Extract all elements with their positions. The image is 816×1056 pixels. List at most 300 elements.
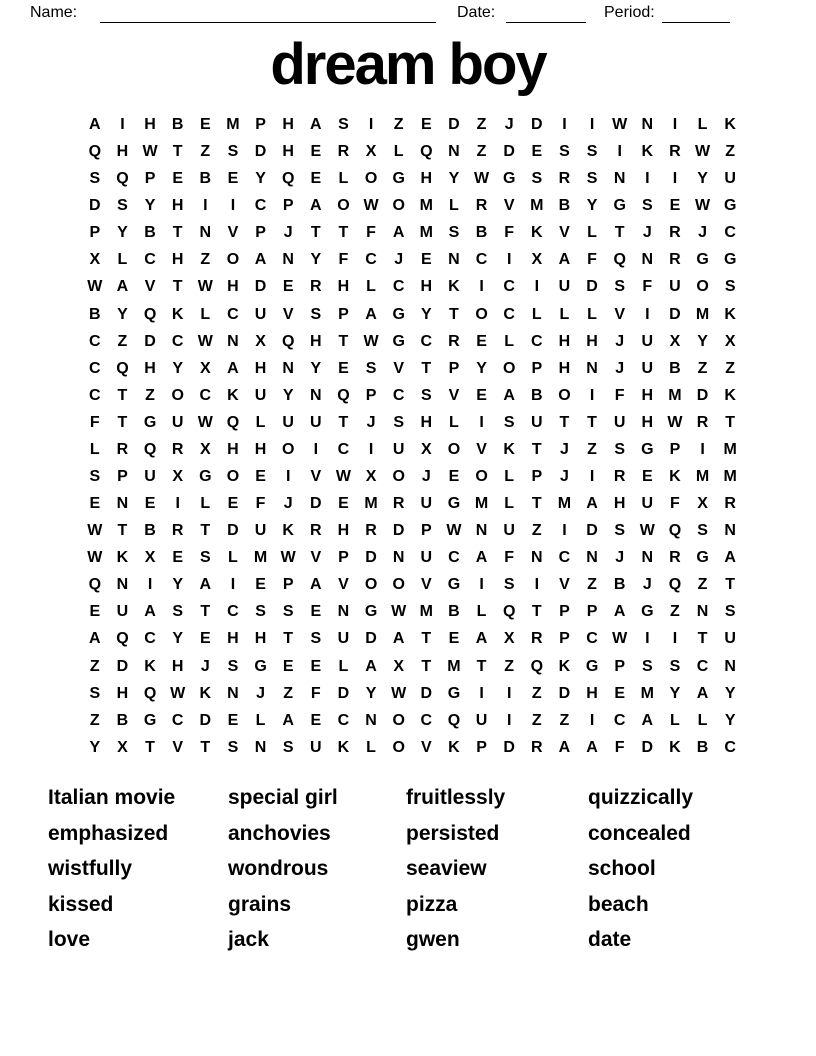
grid-letter: A <box>227 359 239 377</box>
grid-letter: S <box>724 603 736 621</box>
grid-letter: J <box>559 468 569 486</box>
grid-letter: L <box>200 305 211 323</box>
grid-letter: G <box>723 197 737 215</box>
grid-letter: W <box>87 278 103 296</box>
grid-letter: R <box>475 197 488 215</box>
grid-letter: I <box>562 522 567 540</box>
grid-letter: T <box>531 440 542 458</box>
grid-letter: C <box>503 305 515 323</box>
name-blank-line <box>100 7 436 23</box>
grid-letter: P <box>282 197 294 215</box>
grid-letter: S <box>365 359 377 377</box>
grid-letter: K <box>724 305 736 323</box>
grid-letter: A <box>310 116 322 133</box>
grid-letter: D <box>641 738 654 756</box>
grid-letter: I <box>175 495 180 513</box>
grid-letter: I <box>672 116 678 133</box>
grid-letter: Q <box>143 440 157 458</box>
grid-letter: I <box>479 684 484 702</box>
grid-letter: K <box>448 738 460 756</box>
grid-letter: B <box>613 576 626 594</box>
grid-letter: G <box>447 576 461 594</box>
grid-letter: P <box>365 386 377 404</box>
grid-letter: N <box>641 251 654 269</box>
word-list-item: pizza <box>406 892 458 916</box>
grid-letter: S <box>310 630 322 648</box>
grid-letter: A <box>641 711 654 729</box>
grid-letter: V <box>420 738 432 756</box>
grid-letter: F <box>614 738 625 756</box>
grid-letter: O <box>475 468 488 486</box>
grid-letter: A <box>586 738 598 756</box>
grid-letter: M <box>364 495 378 513</box>
grid-letter: D <box>503 143 515 161</box>
grid-letter: H <box>310 332 322 350</box>
grid-letter: W <box>142 143 158 161</box>
grid-letter: O <box>171 386 184 404</box>
grid-letter: A <box>503 386 515 404</box>
grid-letter: E <box>310 143 322 161</box>
grid-letter: D <box>254 143 267 161</box>
grid-letter: T <box>338 413 349 431</box>
grid-letter: K <box>337 738 350 756</box>
grid-letter: E <box>199 630 211 648</box>
word-list-item: seaview <box>406 857 487 881</box>
grid-letter: G <box>613 197 626 215</box>
grid-letter: C <box>531 332 543 350</box>
grid-letter: S <box>282 738 294 756</box>
grid-letter: Y <box>117 305 128 323</box>
grid-letter: W <box>474 170 490 188</box>
grid-letter: U <box>254 522 267 540</box>
grid-letter: U <box>392 440 405 458</box>
grid-letter: N <box>392 549 405 567</box>
grid-letter: V <box>144 278 156 296</box>
grid-letter: P <box>559 603 570 621</box>
grid-letter: C <box>558 549 571 567</box>
grid-letter: R <box>310 522 322 540</box>
grid-letter: Q <box>88 576 102 594</box>
grid-letter: E <box>420 251 432 269</box>
grid-letter: Z <box>476 143 487 161</box>
grid-letter: M <box>668 386 682 404</box>
grid-letter: T <box>172 224 183 242</box>
grid-letter: G <box>143 711 157 729</box>
grid-letter: T <box>421 359 432 377</box>
grid-letter: P <box>338 305 349 323</box>
grid-letter: A <box>310 576 322 594</box>
grid-letter: L <box>559 305 570 323</box>
grid-letter: H <box>282 116 294 133</box>
grid-letter: V <box>172 738 184 756</box>
grid-letter: E <box>227 711 239 729</box>
grid-letter: Y <box>89 738 101 756</box>
grid-letter: W <box>446 522 462 540</box>
grid-letter: Z <box>531 684 542 702</box>
grid-letter: U <box>641 359 654 377</box>
grid-letter: Y <box>310 251 322 269</box>
grid-letter: X <box>697 495 708 513</box>
grid-letter: I <box>120 116 125 133</box>
grid-letter: U <box>420 495 433 513</box>
grid-letter: N <box>282 251 294 269</box>
grid-letter: X <box>420 440 432 458</box>
grid-letter: O <box>392 468 405 486</box>
grid-letter: W <box>391 684 407 702</box>
grid-letter: E <box>476 386 487 404</box>
word-list-item: anchovies <box>228 821 331 845</box>
grid-letter: H <box>586 684 598 702</box>
grid-letter: P <box>476 738 487 756</box>
grid-letter: V <box>559 576 570 594</box>
grid-letter: M <box>474 495 489 513</box>
grid-letter: R <box>558 170 571 188</box>
grid-letter: P <box>89 224 101 242</box>
grid-letter: D <box>365 549 377 567</box>
word-list-item: Italian movie <box>48 786 176 809</box>
word-list-item: gwen <box>406 928 460 952</box>
date-label: Date: <box>457 4 496 21</box>
grid-letter: Z <box>393 116 404 133</box>
grid-letter: N <box>531 549 543 567</box>
grid-letter: Z <box>200 143 211 161</box>
grid-letter: R <box>613 468 626 486</box>
grid-letter: A <box>392 224 405 242</box>
grid-letter: W <box>197 332 213 350</box>
grid-letter: Q <box>502 603 516 621</box>
grid-letter: M <box>226 116 240 133</box>
grid-letter: O <box>226 251 240 269</box>
grid-letter: A <box>392 630 405 648</box>
grid-letter: S <box>89 684 101 702</box>
grid-letter: G <box>447 495 461 513</box>
grid-letter: S <box>117 197 128 215</box>
grid-letter: R <box>448 332 460 350</box>
grid-letter: I <box>645 305 650 323</box>
grid-letter: W <box>280 549 296 567</box>
grid-letter: G <box>392 305 405 323</box>
grid-letter: O <box>392 711 405 729</box>
grid-letter: R <box>724 495 736 513</box>
grid-letter: A <box>475 549 488 567</box>
grid-letter: C <box>613 711 626 729</box>
grid-letter: I <box>479 278 484 296</box>
word-list-column <box>588 780 693 958</box>
grid-letter: A <box>199 576 212 594</box>
grid-letter: P <box>531 468 543 486</box>
grid-letter: A <box>89 116 101 133</box>
grid-letter: Z <box>531 522 542 540</box>
grid-letter: I <box>672 630 678 648</box>
grid-letter: U <box>254 305 267 323</box>
grid-letter: J <box>256 684 266 702</box>
grid-letter: C <box>199 386 212 404</box>
grid-letter: L <box>338 170 349 188</box>
grid-letter: Y <box>255 170 266 188</box>
grid-letter: F <box>614 386 625 404</box>
grid-letter: M <box>419 197 433 215</box>
grid-letter: L <box>338 657 349 675</box>
grid-letter: I <box>700 440 705 458</box>
grid-letter: E <box>448 630 460 648</box>
grid-letter: H <box>337 278 350 296</box>
grid-letter: M <box>723 440 737 458</box>
grid-letter: G <box>199 468 212 486</box>
grid-letter: Y <box>117 224 128 242</box>
grid-letter: M <box>419 603 433 621</box>
grid-letter: Q <box>613 251 626 269</box>
grid-letter: N <box>254 738 267 756</box>
grid-letter: E <box>310 657 322 675</box>
grid-letter: N <box>586 359 598 377</box>
grid-letter: C <box>392 278 405 296</box>
grid-letter: S <box>282 603 294 621</box>
grid-letter: L <box>531 305 542 323</box>
grid-letter: G <box>696 549 709 567</box>
grid-letter: J <box>615 359 625 377</box>
grid-letter: S <box>614 522 626 540</box>
grid-letter: E <box>89 495 101 513</box>
grid-letter: L <box>228 549 238 567</box>
grid-letter: R <box>392 495 405 513</box>
grid-letter: A <box>282 711 294 729</box>
grid-letter: L <box>255 711 266 729</box>
grid-letter: S <box>503 576 515 594</box>
grid-letter: M <box>557 495 572 513</box>
grid-letter: J <box>615 332 625 350</box>
grid-letter: I <box>617 143 622 161</box>
grid-letter: Y <box>172 630 184 648</box>
grid-letter: E <box>420 116 432 133</box>
grid-letter: C <box>475 251 488 269</box>
grid-letter: S <box>227 657 239 675</box>
grid-letter: U <box>475 711 488 729</box>
grid-letter: Q <box>420 143 433 161</box>
grid-letter: O <box>337 197 350 215</box>
grid-letter: S <box>89 468 101 486</box>
grid-letter: S <box>89 170 101 188</box>
grid-letter: C <box>227 603 239 621</box>
grid-letter: J <box>698 224 708 242</box>
grid-letter: I <box>589 386 595 404</box>
grid-letter: K <box>144 657 156 675</box>
grid-letter: E <box>227 495 239 513</box>
grid-letter: E <box>531 143 543 161</box>
grid-letter: T <box>117 386 128 404</box>
word-list-item: special girl <box>228 786 338 809</box>
grid-letter: U <box>144 468 156 486</box>
grid-letter: C <box>503 278 515 296</box>
grid-letter: E <box>172 170 184 188</box>
grid-letter: T <box>200 603 211 621</box>
grid-letter: H <box>144 359 156 377</box>
grid-letter: D <box>448 116 460 133</box>
grid-letter: H <box>420 413 433 431</box>
grid-letter: Z <box>531 711 542 729</box>
grid-letter: G <box>585 657 599 675</box>
grid-letter: I <box>479 576 484 594</box>
grid-letter: T <box>587 413 597 431</box>
grid-letter: A <box>586 495 598 513</box>
grid-letter: M <box>530 197 544 215</box>
grid-letter: D <box>116 657 129 675</box>
word-list-item: wondrous <box>228 857 329 881</box>
grid-letter: X <box>172 468 184 486</box>
grid-letter: X <box>144 549 156 567</box>
grid-letter: S <box>614 278 626 296</box>
grid-letter: D <box>144 332 156 350</box>
grid-letter: R <box>310 278 322 296</box>
grid-letter: P <box>144 170 156 188</box>
grid-letter: T <box>117 522 128 540</box>
grid-letter: U <box>171 413 184 431</box>
grid-letter: L <box>366 738 376 756</box>
grid-letter: E <box>144 495 156 513</box>
grid-letter: T <box>172 278 183 296</box>
grid-letter: J <box>421 468 431 486</box>
grid-letter: U <box>641 495 654 513</box>
grid-letter: F <box>255 495 266 513</box>
word-list-column <box>228 780 338 958</box>
grid-letter: H <box>227 630 239 648</box>
grid-letter: C <box>227 305 239 323</box>
grid-letter: H <box>558 332 571 350</box>
grid-letter: B <box>475 224 488 242</box>
grid-letter: U <box>724 630 736 648</box>
grid-letter: T <box>531 495 542 513</box>
grid-letter: G <box>502 170 516 188</box>
grid-letter: P <box>448 359 460 377</box>
grid-letter: I <box>589 711 595 729</box>
grid-letter: Q <box>143 684 157 702</box>
grid-letter: D <box>254 278 267 296</box>
period-label: Period: <box>604 4 655 21</box>
grid-letter: T <box>310 224 321 242</box>
grid-letter: I <box>645 170 650 188</box>
grid-letter: S <box>448 224 460 242</box>
grid-letter: Y <box>697 170 708 188</box>
grid-letter: Y <box>144 197 156 215</box>
grid-letter: G <box>723 251 737 269</box>
grid-letter: G <box>641 603 654 621</box>
grid-letter: P <box>420 522 432 540</box>
grid-letter: A <box>558 738 571 756</box>
grid-letter: T <box>697 630 708 648</box>
grid-letter: C <box>392 386 405 404</box>
grid-letter: E <box>255 468 266 486</box>
grid-letter: N <box>586 549 598 567</box>
grid-letter: C <box>171 332 184 350</box>
grid-letter: J <box>283 224 293 242</box>
grid-letter: Y <box>420 305 432 323</box>
grid-letter: U <box>116 603 129 621</box>
grid-letter: H <box>171 657 184 675</box>
grid-letter: O <box>281 440 295 458</box>
grid-letter: K <box>641 143 654 161</box>
grid-letter: T <box>614 224 625 242</box>
word-list-item: school <box>588 857 656 881</box>
grid-letter: N <box>199 224 212 242</box>
grid-letter: Z <box>504 657 515 675</box>
grid-letter: C <box>586 630 598 648</box>
grid-letter: Y <box>172 576 184 594</box>
grid-letter: E <box>227 170 239 188</box>
grid-letter: Z <box>476 116 487 133</box>
grid-letter: Q <box>116 359 129 377</box>
grid-letter: X <box>365 468 377 486</box>
grid-letter: I <box>479 413 484 431</box>
grid-letter: V <box>227 224 239 242</box>
word-list-item: grains <box>228 892 292 916</box>
word-list-item: date <box>588 928 632 952</box>
grid-letter: R <box>365 522 377 540</box>
grid-letter: T <box>200 738 211 756</box>
grid-letter: E <box>199 116 211 133</box>
grid-letter: H <box>254 440 267 458</box>
grid-letter: H <box>116 684 129 702</box>
grid-letter: B <box>171 116 184 133</box>
grid-letter: D <box>365 630 377 648</box>
grid-letter: E <box>310 711 322 729</box>
grid-letter: Z <box>587 576 597 594</box>
grid-letter: I <box>589 116 595 133</box>
grid-letter: T <box>421 657 432 675</box>
grid-letter: H <box>420 170 433 188</box>
grid-letter: N <box>310 386 322 404</box>
grid-letter: H <box>282 143 294 161</box>
grid-letter: S <box>503 413 515 431</box>
word-list-item: jack <box>228 928 269 952</box>
grid-letter: H <box>641 413 654 431</box>
grid-letter: Y <box>310 359 322 377</box>
grid-letter: G <box>392 170 405 188</box>
grid-letter: L <box>89 440 100 458</box>
grid-letter: D <box>337 684 350 702</box>
grid-letter: V <box>338 576 349 594</box>
grid-letter: L <box>449 413 459 431</box>
grid-letter: W <box>87 549 103 567</box>
grid-letter: S <box>531 170 543 188</box>
grid-letter: Q <box>116 170 129 188</box>
grid-letter: O <box>392 576 405 594</box>
grid-letter: B <box>199 170 212 188</box>
grid-letter: W <box>667 413 683 431</box>
grid-letter: E <box>641 468 653 486</box>
grid-letter: E <box>338 495 349 513</box>
grid-letter: T <box>449 305 459 323</box>
grid-letter: J <box>504 116 514 133</box>
grid-letter: K <box>199 684 212 702</box>
grid-letter: R <box>171 440 184 458</box>
grid-letter: N <box>116 576 129 594</box>
grid-letter: B <box>448 603 460 621</box>
grid-letter: H <box>144 116 156 133</box>
grid-letter: W <box>363 332 379 350</box>
grid-letter: S <box>227 738 239 756</box>
word-list-column <box>406 780 505 958</box>
grid-letter: I <box>506 711 512 729</box>
grid-letter: X <box>365 143 377 161</box>
grid-letter: K <box>724 386 736 404</box>
grid-letter: N <box>116 495 129 513</box>
grid-letter: B <box>669 359 681 377</box>
grid-letter: M <box>419 224 433 242</box>
grid-letter: U <box>724 170 736 188</box>
grid-letter: G <box>254 657 267 675</box>
grid-letter: F <box>670 495 680 513</box>
grid-letter: X <box>724 332 736 350</box>
grid-letter: X <box>199 359 211 377</box>
